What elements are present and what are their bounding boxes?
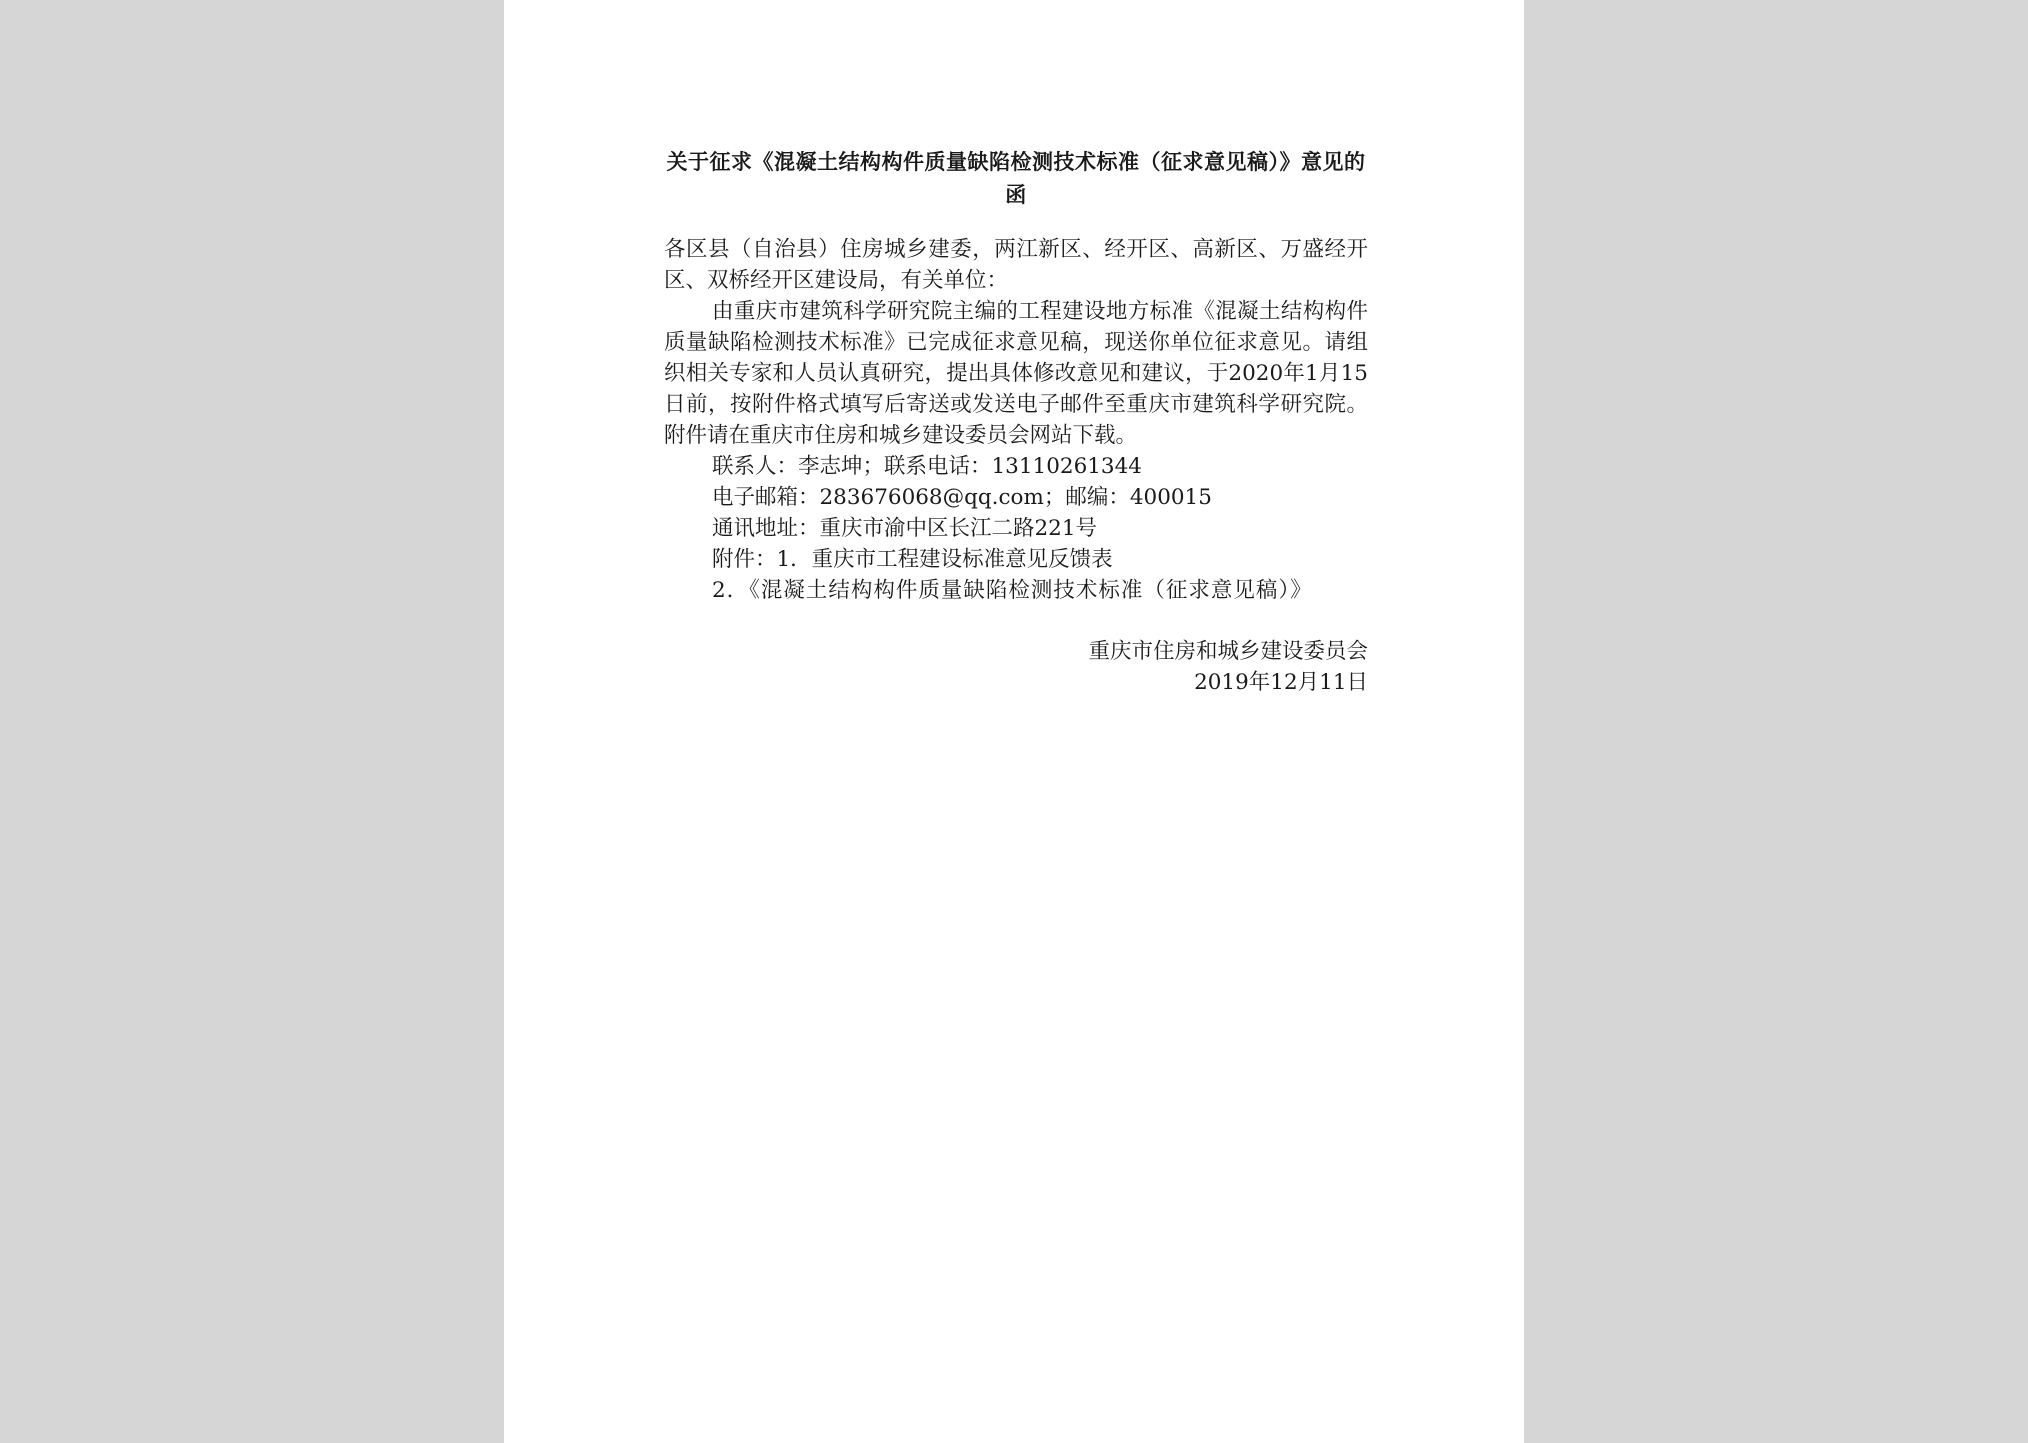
issuer: 重庆市住房和城乡建设委员会 (1088, 639, 1368, 664)
document-title: 关于征求《混凝土结构构件质量缺陷检测技术标准（征求意见稿）》意见的函 (666, 150, 1366, 207)
document-page (504, 0, 1524, 1443)
document-content (664, 146, 1368, 698)
recipients-line: 各区县（自治县）住房城乡建委，两江新区、经开区、高新区、万盛经开区、双桥经开区建设局，有关单位： (664, 237, 1368, 293)
attachment-2: 2．《混凝土结构构件质量缺陷检测技术标准（征求意见稿）》 (712, 578, 1313, 603)
email-line: 电子邮箱：283676068@qq.com；邮编：400015 (712, 485, 1212, 510)
address-line: 通讯地址：重庆市渝中区长江二路221号 (712, 516, 1098, 541)
body-paragraph: 由重庆市建筑科学研究院主编的工程建设地方标准《混凝土结构构件质量缺陷检测技术标准》已完成征求意见稿，现送你单位征求意见。请组织相关专家和人员认真研究，提出具体修改意见和建议，于2020年1月15日前，按附件格式填写后寄送或发送电子邮件至重庆市建筑科学研究院。附件请在重庆市住房和城乡建设委员会网站下载。 (664, 299, 1368, 448)
attachment-1: 附件：1．重庆市工程建设标准意见反馈表 (712, 547, 1113, 572)
contact-line: 联系人：李志坤；联系电话：13110261344 (712, 454, 1142, 479)
issue-date: 2019年12月11日 (1194, 670, 1368, 695)
signature-block (664, 636, 1368, 698)
